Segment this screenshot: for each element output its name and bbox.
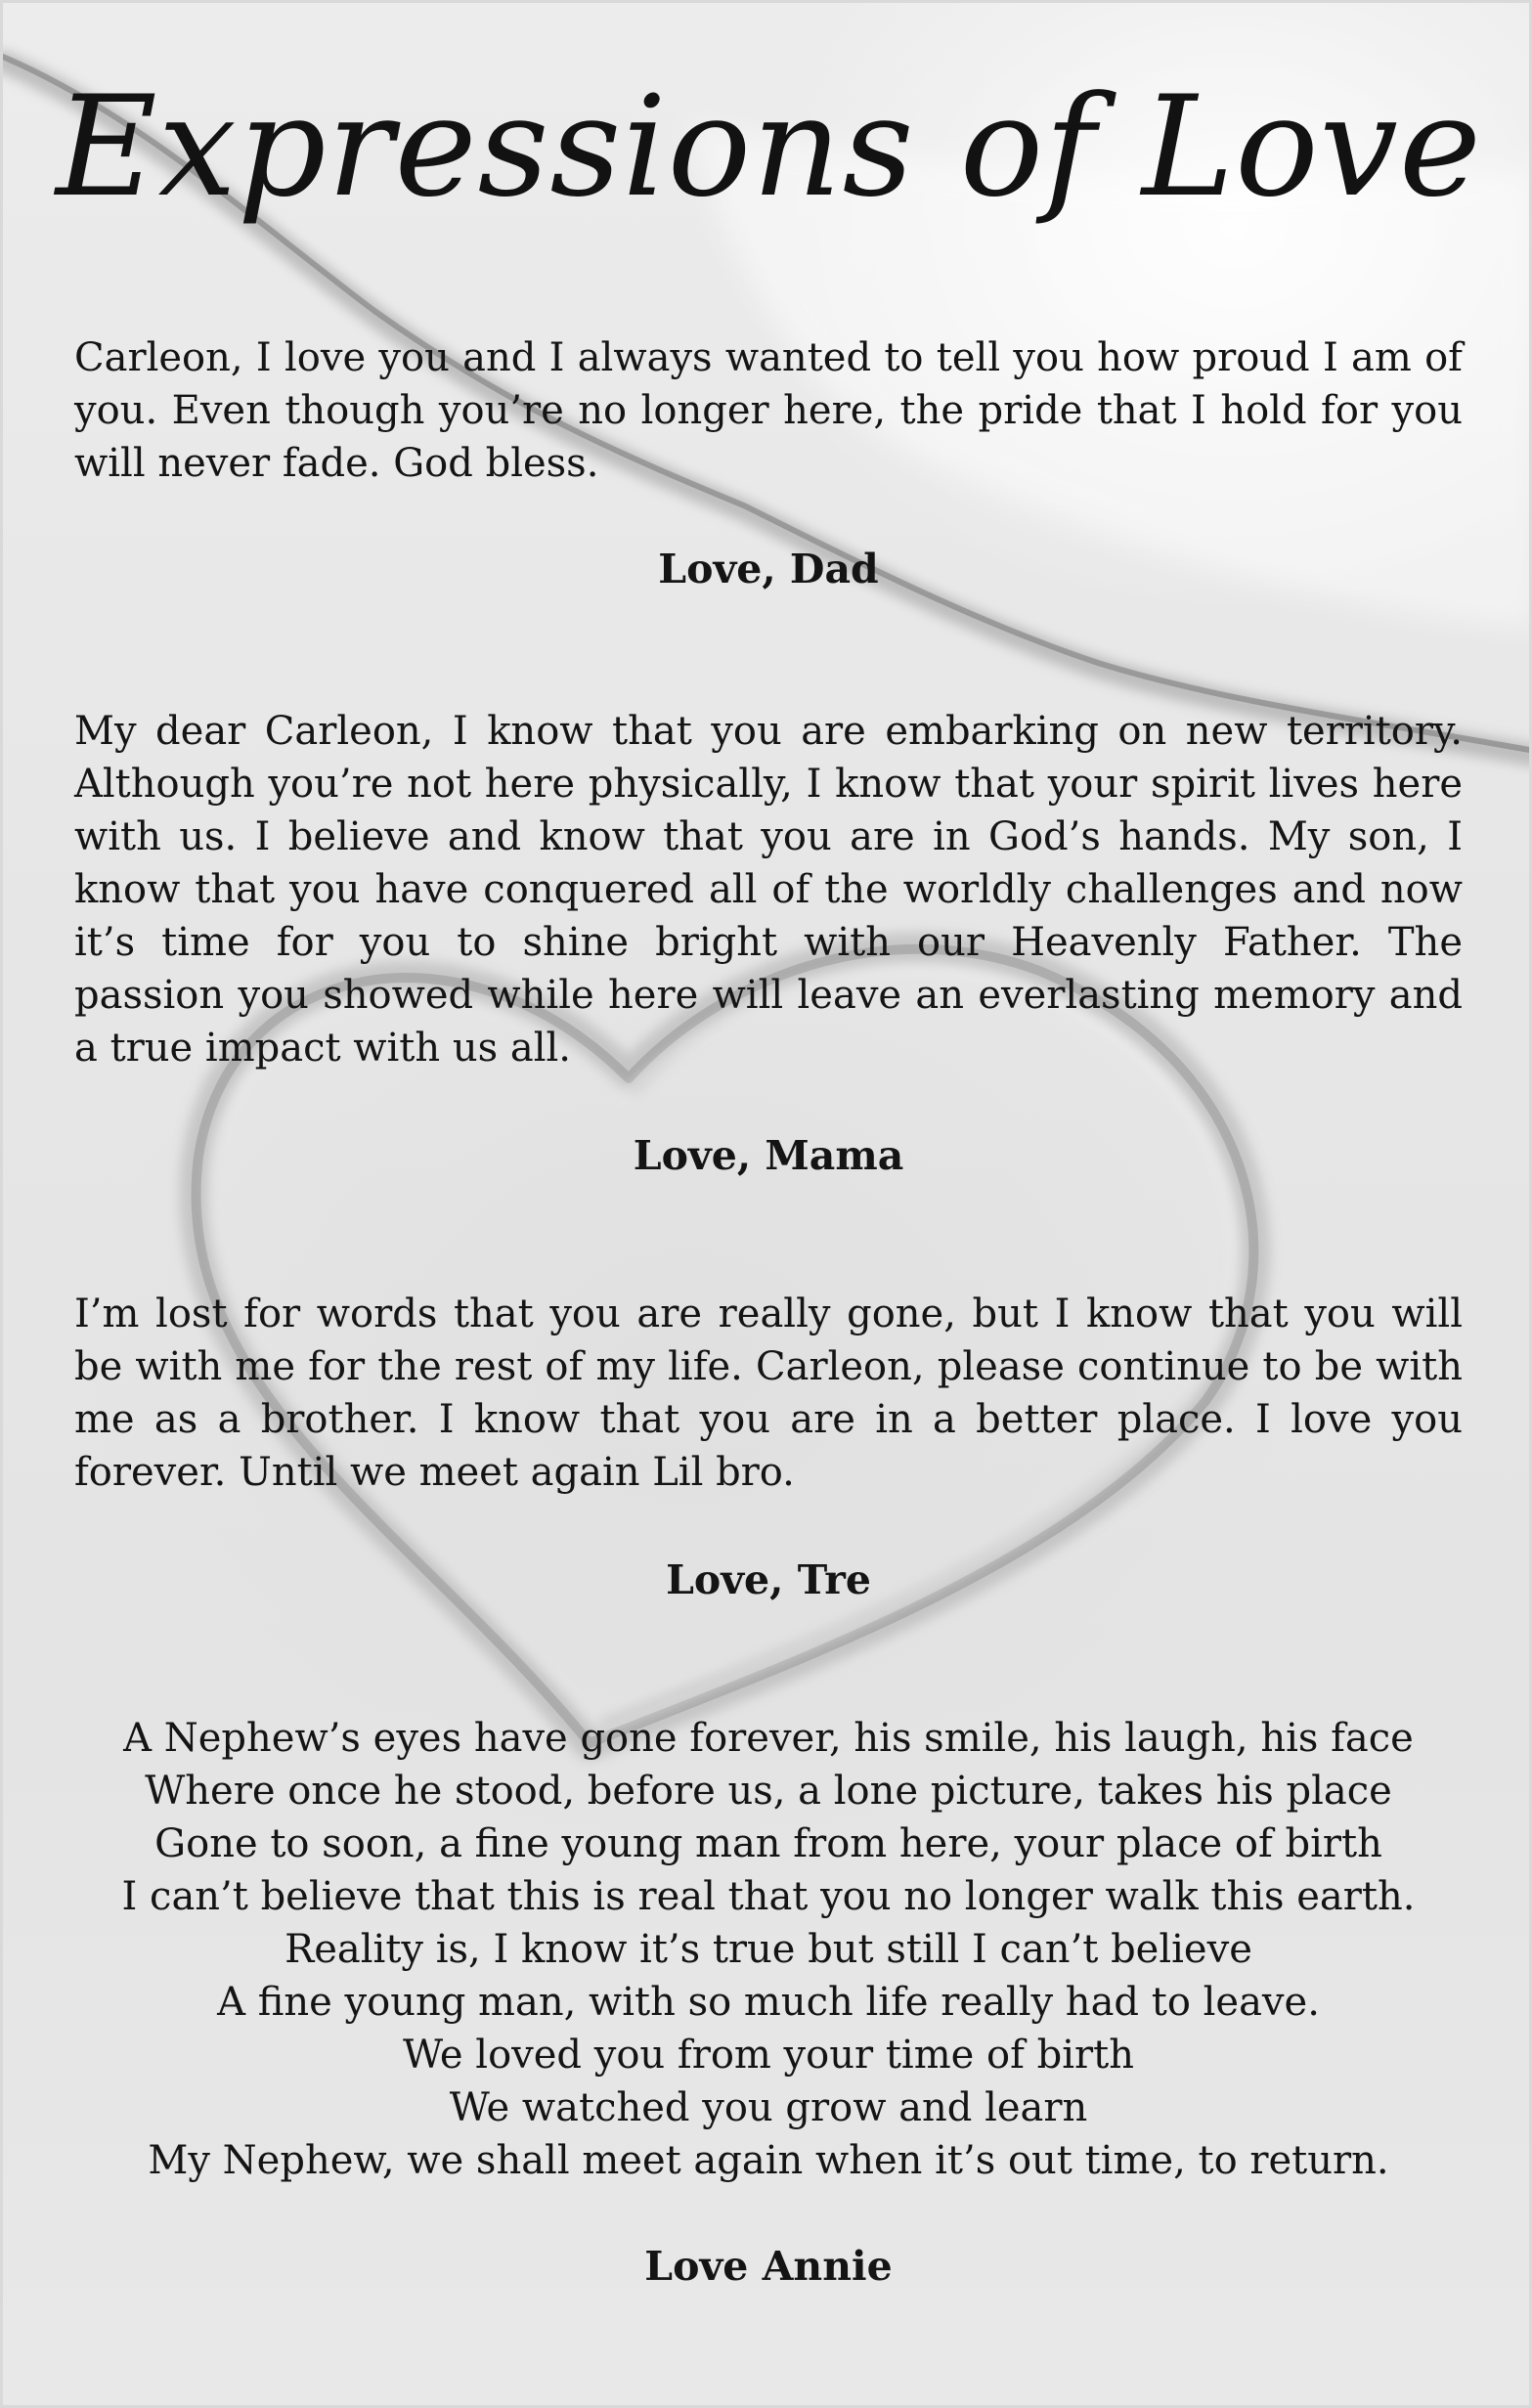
poem-line: Gone to soon, a fine young man from here, your place of birth bbox=[154, 1821, 1382, 1866]
poem-line: I can’t believe that this is real that you no longer walk this earth. bbox=[121, 1874, 1416, 1919]
poem-line: We loved you from your time of birth bbox=[403, 2033, 1134, 2078]
poem bbox=[74, 1712, 1463, 2187]
poem-line: A fine young man, with so much life really had to leave. bbox=[217, 1980, 1320, 2025]
signature-annie: Love Annie bbox=[644, 2243, 893, 2290]
poem-line: We watched you grow and learn bbox=[449, 2085, 1088, 2130]
poem-line: A Nephew’s eyes have gone forever, his smile, his laugh, his face bbox=[123, 1716, 1414, 1761]
message-dad: Carleon, I love you and I always wanted to tell you how proud I am of you. Even though you’re no longer here, the pride that I hold for you will never fade. God bless. bbox=[74, 335, 1463, 486]
messages-section bbox=[74, 331, 1463, 2293]
poem-line: My Nephew, we shall meet again when it’s out time, to return. bbox=[148, 2138, 1389, 2183]
poem-line: Reality is, I know it’s true but still I can’t believe bbox=[285, 1927, 1252, 1972]
page-title: Expressions of Love bbox=[56, 66, 1482, 228]
message-tre: I’m lost for words that you are really gone, but I know that you will be with me for the rest of my life. Carleon, please continue to be with me as a brother. I know that you are in a better place. I love you forever. Until we meet again Lil bro. bbox=[74, 1292, 1463, 1495]
poem-line: Where once he stood, before us, a lone picture, takes his place bbox=[145, 1769, 1392, 1814]
message-mama: My dear Carleon, I know that you are embarking on new territory. Although you’re not here physically, I know that your spirit lives here with us. I believe and know that you are in God’s hands. My son, I know that you have conquered all of the worldly challenges and now it’s time for you to shine bright with our Heavenly Father. The passion you showed while here will leave an everlasting memory and a true impact with us all. bbox=[74, 709, 1463, 1071]
signature-dad: Love, Dad bbox=[658, 546, 879, 592]
signature-mama: Love, Mama bbox=[633, 1132, 904, 1179]
signature-tre: Love, Tre bbox=[666, 1556, 871, 1603]
